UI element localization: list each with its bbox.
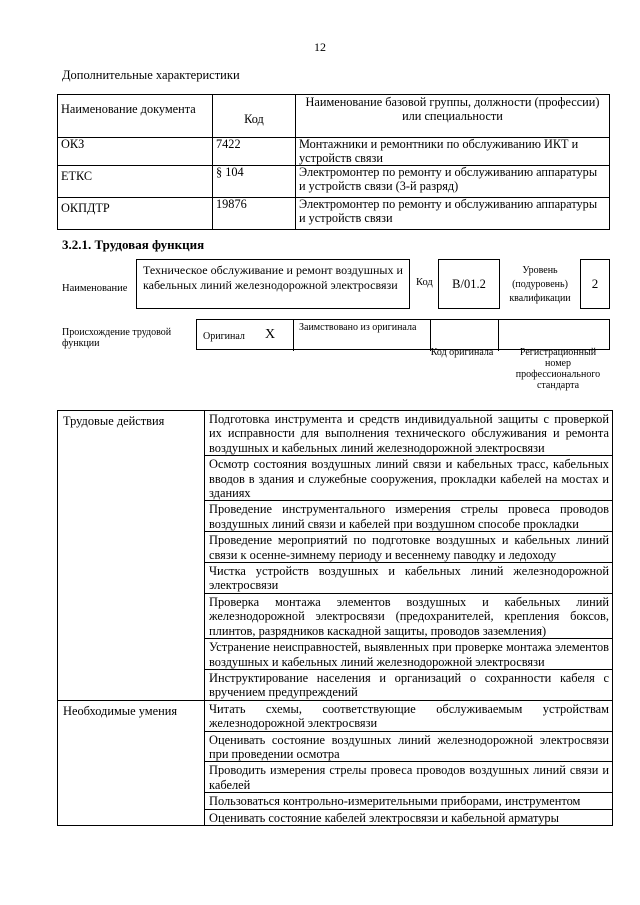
original-code-caption: Код оригинала xyxy=(430,347,494,358)
doc-cell: ОКЗ xyxy=(58,138,213,166)
labor-action-item: Осмотр состояния воздушных линий связи и кабельных трасс, кабельных вводов в здания и служебные сооружения, прокладки кабелей на мостах и зданиях xyxy=(205,456,613,501)
code-cell: 7422 xyxy=(213,138,296,166)
code-label: Код xyxy=(416,277,433,288)
additional-characteristics-title: Дополнительные характеристики xyxy=(62,68,240,82)
doc-cell: ЕТКС xyxy=(58,166,213,198)
page-number: 12 xyxy=(314,40,326,54)
header-group-name: Наименование базовой группы, должности (профессии) или специальности xyxy=(296,95,610,138)
divider xyxy=(498,320,499,351)
skill-item: Проводить измерения стрелы провеса проводов воздушных линий связи и кабелей xyxy=(205,762,613,793)
skill-item: Читать схемы, соответствующие обслуживаемым устройствам железнодорожной электросвязи xyxy=(205,700,613,731)
characteristics-table xyxy=(57,94,610,230)
skill-item: Оценивать состояние кабелей электросвязи и кабельной арматуры xyxy=(205,809,613,825)
qualification-level-label: Уровень (подуровень) квалификации xyxy=(509,265,571,304)
function-code-box: B/01.2 xyxy=(438,259,500,309)
borrowed-label: Заимствовано из оригинала xyxy=(299,322,417,333)
function-name-box: Техническое обслуживание и ремонт воздушных и кабельных линий железнодорожной электросвязи xyxy=(136,259,410,309)
header-code: Код xyxy=(213,95,296,138)
name-cell: Монтажники и ремонтники по обслуживанию ИКТ и устройств связи xyxy=(296,138,610,166)
labor-action-item: Проведение мероприятий по подготовке воздушных и кабельных линий связи к осенне-зимнему периоду и весеннему паводку и ледоходу xyxy=(205,532,613,563)
name-cell: Электромонтер по ремонту и обслуживанию аппаратуры и устройств связи xyxy=(296,198,610,230)
labor-action-item: Инструктирование населения и организаций о сохранности кабеля с вручением предупреждений xyxy=(205,669,613,700)
labor-action-item: Устранение неисправностей, выявленных при проверке монтажа элементов воздушных и кабельных линий железнодорожной электросвязи xyxy=(205,639,613,670)
divider xyxy=(293,320,294,351)
labor-action-item: Проведение инструментального измерения стрелы провеса проводов воздушных линий связи и кабелей при воздушном способе прокладки xyxy=(205,501,613,532)
table-row xyxy=(58,138,610,166)
name-cell: Электромонтер по ремонту и обслуживанию аппаратуры и устройств связи (3-й разряд) xyxy=(296,166,610,198)
labor-action-item: Подготовка инструмента и средств индивидуальной защиты с проверкой их исправности для выполнения технического обслуживания и ремонта воздушных и кабельных линий железнодорожной электросвязи xyxy=(205,411,613,456)
table-row xyxy=(58,198,610,230)
table-row xyxy=(58,166,610,198)
skills-label: Необходимые умения xyxy=(58,700,205,825)
original-label: Оригинал xyxy=(203,331,245,342)
labor-action-item: Чистка устройств воздушных и кабельных линий железнодорожной электросвязи xyxy=(205,563,613,594)
labor-action-item: Проверка монтажа элементов воздушных и кабельных линий железнодорожной электросвязи (предохранителей, крепления боксов, плинтов, разрядников каскадной защиты, проводов заземления) xyxy=(205,593,613,638)
code-cell: § 104 xyxy=(213,166,296,198)
registration-number-caption: Регистрационный номер профессионального стандарта xyxy=(515,347,601,391)
labor-actions-label: Трудовые действия xyxy=(58,411,205,701)
code-cell: 19876 xyxy=(213,198,296,230)
skill-item: Пользоваться контрольно-измерительными приборами, инструментом xyxy=(205,793,613,809)
labor-actions-table xyxy=(57,410,613,826)
origin-label: Происхождение трудовой функции xyxy=(62,327,172,349)
labor-function-title: 3.2.1. Трудовая функция xyxy=(62,237,205,252)
table-header-row xyxy=(58,95,610,138)
table-row xyxy=(58,700,613,731)
name-label: Наименование xyxy=(62,283,128,294)
skill-item: Оценивать состояние воздушных линий железнодорожной электросвязи при проведении осмотра xyxy=(205,731,613,762)
header-document: Наименование документа xyxy=(58,95,213,138)
table-row xyxy=(58,411,613,456)
qualification-level-box: 2 xyxy=(580,259,610,309)
doc-cell: ОКПДТР xyxy=(58,198,213,230)
original-mark: X xyxy=(265,327,276,342)
